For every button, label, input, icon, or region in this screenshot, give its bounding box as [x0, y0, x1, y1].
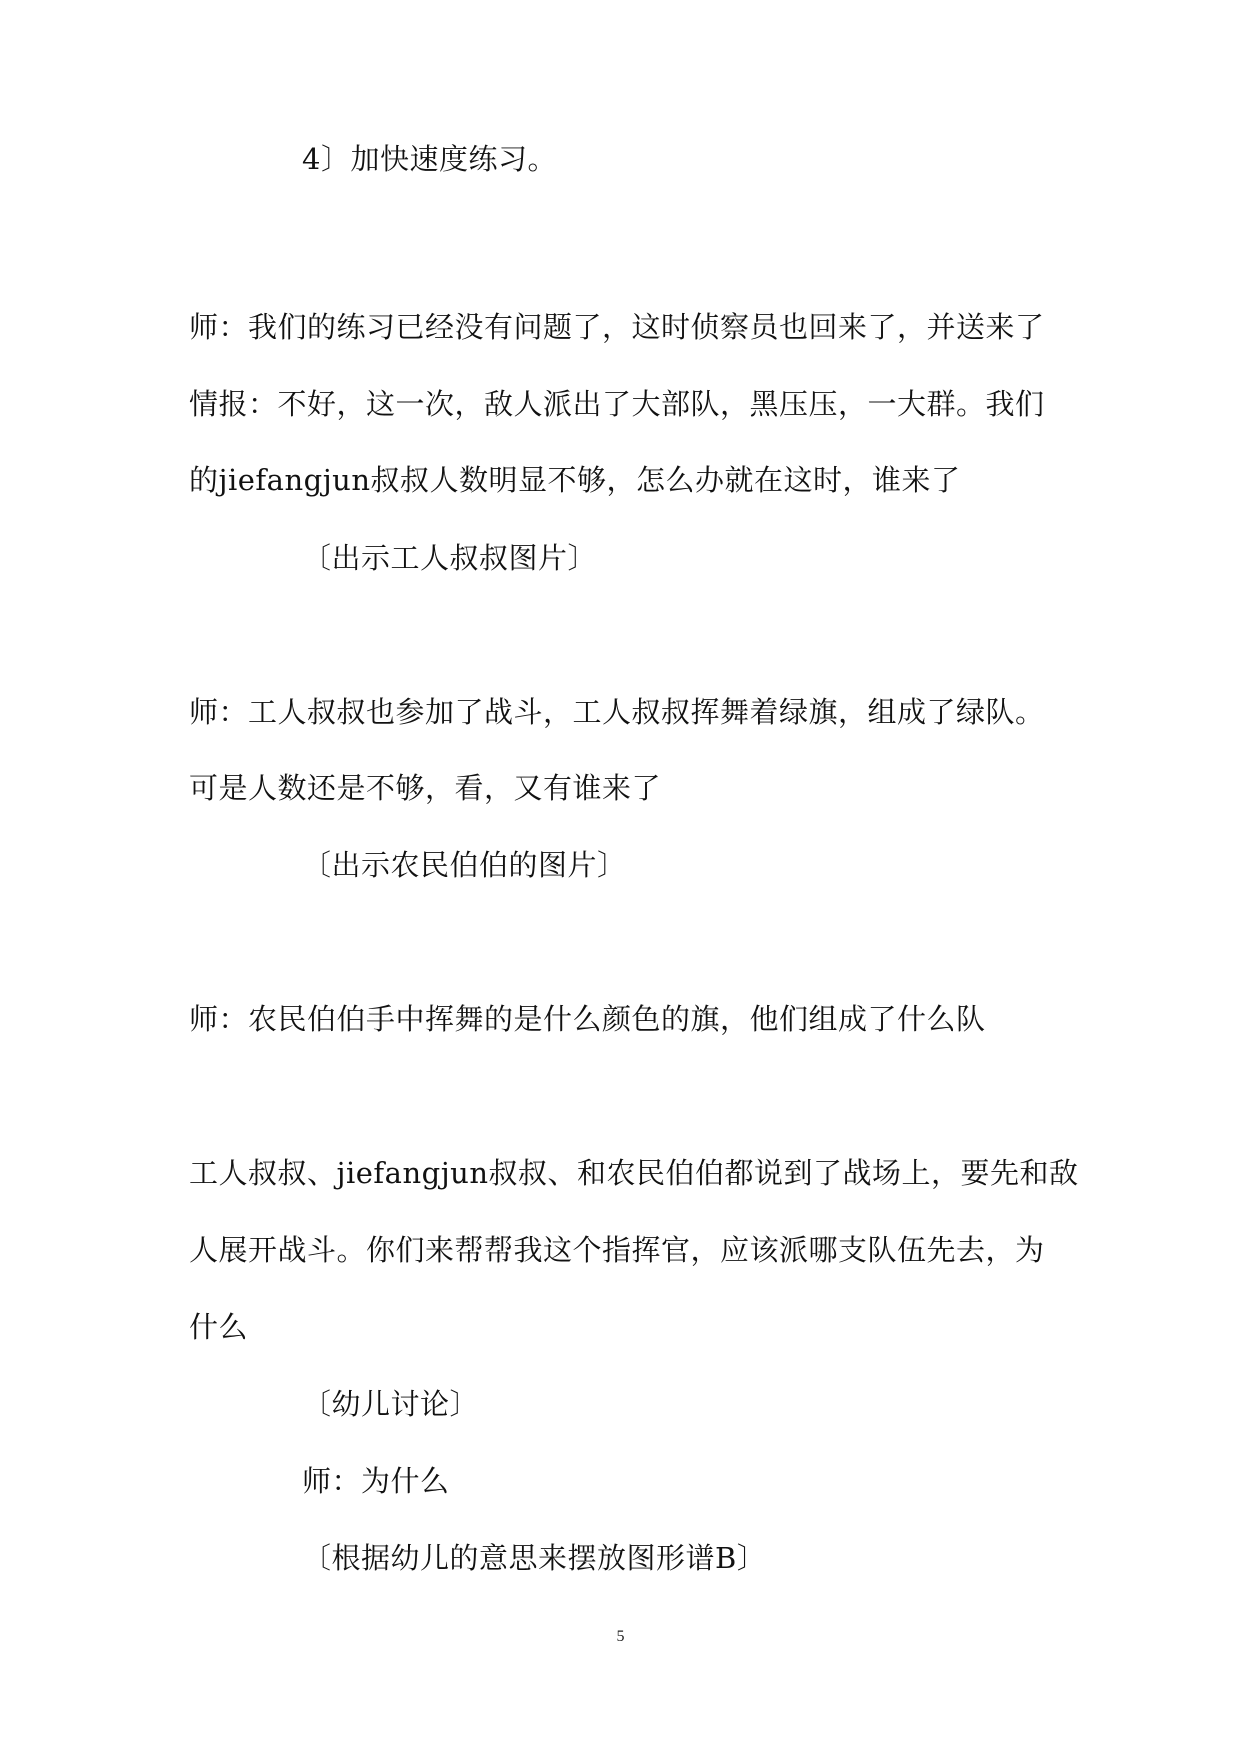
- text-line: 〔出示农民伯伯的图片〕: [302, 848, 627, 882]
- text-line: 4〕加快速度练习。: [302, 142, 557, 176]
- text-line: 人展开战斗。你们来帮帮我这个指挥官，应该派哪支队伍先去，为: [189, 1233, 1045, 1267]
- text-line: 什么: [189, 1310, 249, 1344]
- text-line: 〔出示工人叔叔图片〕: [302, 541, 598, 575]
- text-line: 的jiefangjun叔叔人数明显不够，怎么办就在这时，谁来了: [189, 463, 961, 497]
- text-line: 师：为什么: [302, 1464, 450, 1498]
- text-line: 情报：不好，这一次，敌人派出了大部队，黑压压，一大群。我们: [189, 387, 1045, 421]
- text-line: 师：我们的练习已经没有问题了，这时侦察员也回来了，并送来了: [189, 310, 1045, 344]
- text-line: 〔幼儿讨论〕: [302, 1387, 480, 1421]
- text-line: 可是人数还是不够，看，又有谁来了: [189, 771, 662, 805]
- text-line: 师：农民伯伯手中挥舞的是什么颜色的旗，他们组成了什么队: [189, 1002, 986, 1036]
- text-line: 〔根据幼儿的意思来摆放图形谱B〕: [302, 1541, 767, 1575]
- text-line: 师：工人叔叔也参加了战斗，工人叔叔挥舞着绿旗，组成了绿队。: [189, 695, 1045, 729]
- text-line: 工人叔叔、jiefangjun叔叔、和农民伯伯都说到了战场上，要先和敌: [189, 1156, 1079, 1190]
- page-number: 5: [616, 1628, 625, 1645]
